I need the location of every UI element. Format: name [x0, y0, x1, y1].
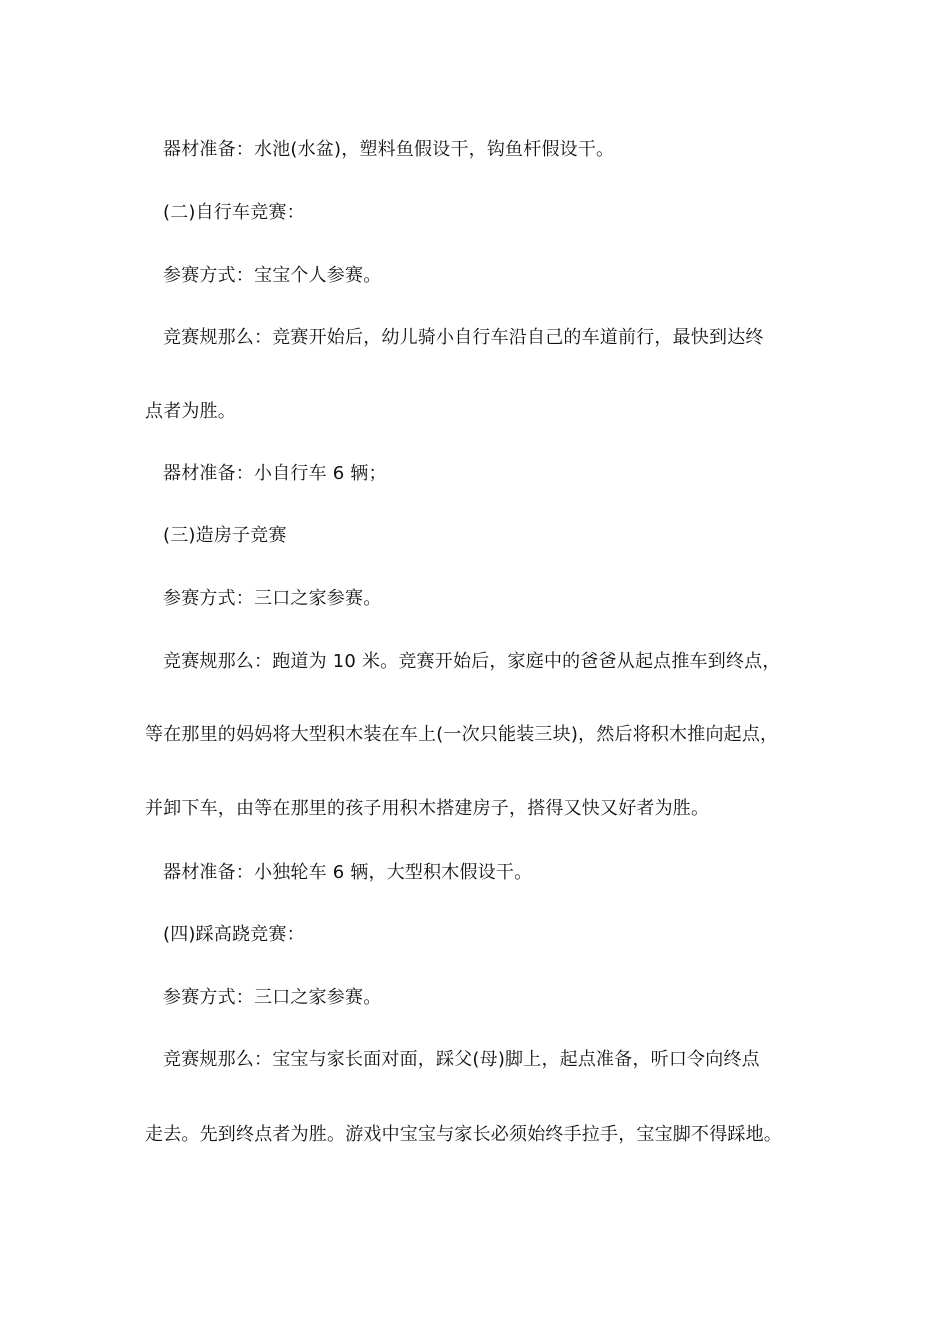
section-heading-bicycle: (二)自行车竞赛： — [163, 202, 305, 223]
participation-bicycle: 参赛方式：宝宝个人参赛。 — [163, 265, 382, 286]
equipment-house: 器材准备：小独轮车 6 辆，大型积木假设干。 — [163, 862, 533, 883]
rules-house-line-2: 等在那里的妈妈将大型积木装在车上(一次只能装三块)，然后将积木推向起点， — [145, 724, 779, 745]
rules-house-line-3: 并卸下车，由等在那里的孩子用积木搭建房子，搭得又快又好者为胜。 — [145, 798, 710, 819]
section-heading-stilts: (四)踩高跷竞赛： — [163, 924, 305, 945]
rules-bicycle-line-1: 竞赛规那么：竞赛开始后，幼儿骑小自行车沿自己的车道前行，最快到达终 — [163, 327, 764, 348]
rules-house-line-1: 竞赛规那么：跑道为 10 米。竞赛开始后，家庭中的爸爸从起点推车到终点， — [163, 651, 781, 672]
equipment-bicycle: 器材准备：小自行车 6 辆； — [163, 463, 387, 484]
equipment-fishing: 器材准备：水池(水盆)，塑料鱼假设干，钩鱼杆假设干。 — [163, 139, 615, 160]
participation-house: 参赛方式：三口之家参赛。 — [163, 588, 382, 609]
rules-stilts-line-1: 竞赛规那么：宝宝与家长面对面，踩父(母)脚上，起点准备，听口令向终点 — [163, 1049, 760, 1070]
participation-stilts: 参赛方式：三口之家参赛。 — [163, 987, 382, 1008]
section-heading-house: (三)造房子竞赛 — [163, 525, 287, 546]
rules-stilts-line-2: 走去。先到终点者为胜。游戏中宝宝与家长必须始终手拉手，宝宝脚不得踩地。 — [145, 1124, 782, 1145]
rules-bicycle-line-2: 点者为胜。 — [145, 401, 236, 422]
